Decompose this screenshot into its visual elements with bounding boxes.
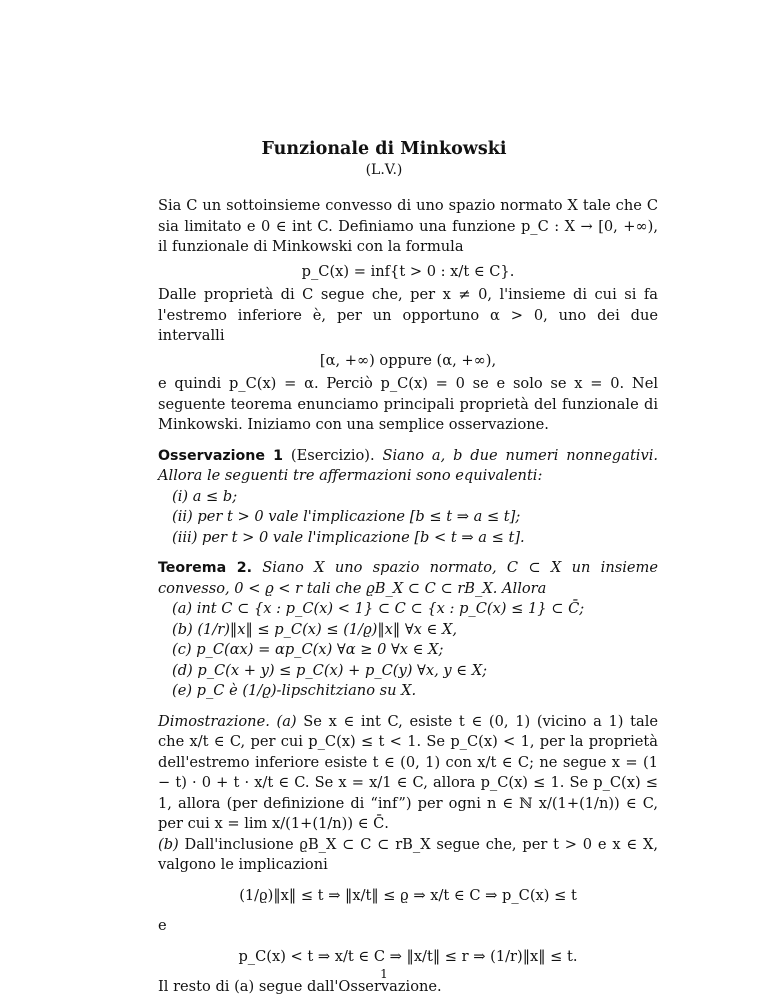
page-number: 1 xyxy=(380,967,388,981)
observation-list xyxy=(158,487,658,549)
proof-a-tag: (a) xyxy=(276,712,297,730)
observation-text: Siano a, b due numeri nonnegativi. Allora le seguenti tre affermazioni sono equivalenti: xyxy=(158,446,659,484)
observation-item: (i) a ≤ b; xyxy=(172,487,238,505)
formula-implication-1: (1/ϱ)‖x‖ ≤ t ⇒ ‖x/t‖ ≤ ϱ ⇒ x/t ∈ C ⇒ p_C(x) ≤ t xyxy=(239,886,577,904)
theorem-item: (b) (1/r)‖x‖ ≤ p_C(x) ≤ (1/ϱ)‖x‖ ∀x ∈ X, xyxy=(172,620,457,638)
theorem-heading: Teorema 2. xyxy=(158,560,252,576)
formula-implication-2: p_C(x) < t ⇒ x/t ∈ C ⇒ ‖x/t‖ ≤ r ⇒ (1/r)‖x‖ ≤ t. xyxy=(238,947,578,965)
conjunction-e: e xyxy=(158,917,167,934)
observation-item: (ii) per t > 0 vale l'implicazione [b ≤ t ⇒ a ≤ t]; xyxy=(172,508,521,525)
theorem-item: (c) p_C(αx) = αp_C(x) ∀α ≥ 0 ∀x ∈ X; xyxy=(172,641,444,658)
theorem-item: (e) p_C è (1/ϱ)-lipschitziano su X. xyxy=(172,682,417,699)
theorem-item: (d) p_C(x + y) ≤ p_C(x) + p_C(y) ∀x, y ∈ X; xyxy=(172,661,487,679)
proof-rest: Il resto di (a) segue dall'Osservazione. xyxy=(158,978,442,995)
theorem-text: Siano X uno spazio normato, C ⊂ X un insieme convesso, 0 < ϱ < r tali che ϱB_X ⊂ C ⊂ rB_X. Allora xyxy=(158,559,659,597)
intro-paragraph-3: e quindi p_C(x) = α. Perciò p_C(x) = 0 se e solo se x = 0. Nel seguente teorema enunciamo principali proprietà del funzionale di Minkowski. Iniziamo con una semplice osservazione. xyxy=(158,375,658,433)
proof-part-a xyxy=(158,712,658,835)
observation-tag: (Esercizio). xyxy=(290,446,375,464)
proof-b-tag: (b) xyxy=(158,835,179,853)
proof-b-text: Dall'inclusione ϱB_X ⊂ C ⊂ rB_X segue che, per t > 0 e x ∈ X, valgono le implicazioni xyxy=(158,835,659,873)
theorem-item: (a) int C ⊂ {x : p_C(x) < 1} ⊂ C ⊂ {x : p_C(x) ≤ 1} ⊂ C̄; xyxy=(172,600,585,617)
intro-paragraph-1: Sia C un sottoinsieme convesso di uno spazio normato X tale che C sia limitato e 0 ∈ int C. Definiamo una funzione p_C : X → [0, +∞), il funzionale di Minkowski con la formula xyxy=(158,197,658,255)
document-body xyxy=(158,196,658,998)
observation-block xyxy=(158,446,658,487)
observation-heading: Osservazione 1 xyxy=(158,447,284,464)
proof-a-text: Se x ∈ int C, esiste t ∈ (0, 1) (vicino a 1) tale che x/t ∈ C, per cui p_C(x) ≤ t < 1. Se p_C(x) < 1, per la proprietà dell'estremo inferiore esiste t ∈ (0, 1) con x/t ∈ C; ne segue x = (1 − t) · 0 + t · x/t ∈ C. Se x = x/1 ∈ C, allora p_C(x) ≤ 1. Se p_C(x) ≤ 1, allora (per definizione di “inf”) per ogni n ∈ ℕ x/(1+(1/n)) ∈ C, per cui x = lim x/(1+(1/n)) ∈ C̄. xyxy=(158,712,659,832)
theorem-block xyxy=(158,558,658,599)
author-line: (L.V.) xyxy=(365,162,403,178)
formula-intervals: [α, +∞) oppure (α, +∞), xyxy=(319,351,497,369)
intro-paragraph-2: Dalle proprietà di C segue che, per x ≠ 0, l'insieme di cui si fa l'estremo inferiore è, per un opportuno α > 0, uno dei due intervalli xyxy=(158,286,658,344)
proof-label: Dimostrazione. xyxy=(158,712,270,730)
proof-part-b xyxy=(158,835,658,876)
formula-minkowski: p_C(x) = inf{t > 0 : x/t ∈ C}. xyxy=(301,262,515,280)
page-title: Funzionale di Minkowski xyxy=(261,139,507,159)
theorem-list xyxy=(158,599,658,702)
observation-item: (iii) per t > 0 vale l'implicazione [b < t ⇒ a ≤ t]. xyxy=(172,528,525,546)
